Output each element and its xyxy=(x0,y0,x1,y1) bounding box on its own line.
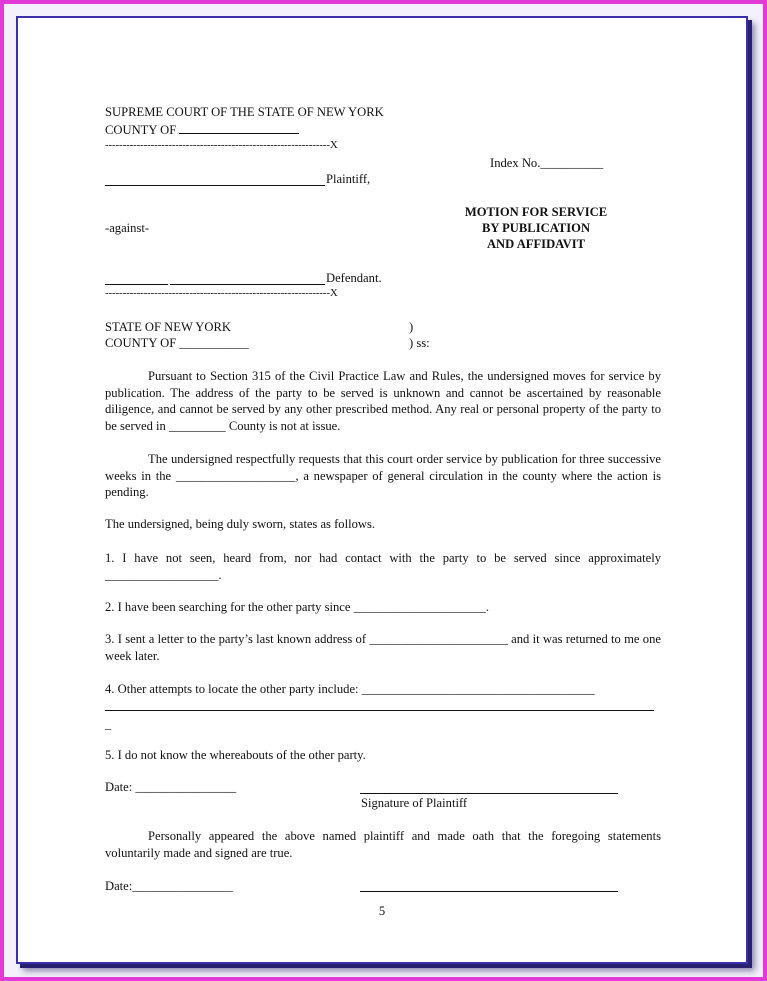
plaintiff-blank xyxy=(105,185,325,186)
statement-1: 1. I have not seen, heard from, nor had contact with the party to be served since approximately __________________. xyxy=(105,551,661,582)
statement-3: 3. I sent a letter to the party’s last known address of ______________________ and it was returned to me one week later. xyxy=(105,632,661,663)
signature-line-2 xyxy=(360,891,618,892)
plaintiff-label: Plaintiff, xyxy=(326,172,371,186)
motion-title-line3: AND AFFIDAVIT xyxy=(486,237,586,251)
against-label: -against- xyxy=(105,221,150,235)
statement-5: 5. I do not know the whereabouts of the other party. xyxy=(105,748,366,762)
court-county xyxy=(105,121,299,138)
signature-caption: Signature of Plaintiff xyxy=(361,796,468,810)
venue-county: COUNTY OF ___________ xyxy=(105,336,249,350)
statement-4-blank-line xyxy=(105,710,654,711)
signature-line-1 xyxy=(360,793,618,794)
defendant-label: Defendant. xyxy=(326,271,382,285)
index-number: Index No.__________ xyxy=(490,156,604,170)
paragraph-sworn: The undersigned, being duly sworn, states as follows. xyxy=(105,517,376,531)
caption-dash-line-top: ----------------------------------------------------------------X xyxy=(105,139,338,151)
court-name: SUPREME COURT OF THE STATE OF NEW YORK xyxy=(105,105,384,119)
statement-4: 4. Other attempts to locate the other party include: _____________________________________ xyxy=(105,682,595,696)
statement-2: 2. I have been searching for the other party since _____________________. xyxy=(105,600,490,614)
paragraph-request: The undersigned respectfully requests that this court order service by publication for three successive weeks in the ___________________, a newspaper of general circulation in the county where the action is pending. xyxy=(105,452,661,499)
date-field-2: Date:________________ xyxy=(105,879,234,893)
date-field-1: Date: ________________ xyxy=(105,780,237,794)
venue-state: STATE OF NEW YORK xyxy=(105,320,231,334)
paragraph-motion: Pursuant to Section 315 of the Civil Practice Law and Rules, the undersigned moves for service by publication. The address of the party to be served is unknown and cannot be ascertained by reasonable diligence, and cannot be served by any other prescribed method. Any real or personal property of the party to be served in _________ County is not at issue. xyxy=(105,369,661,433)
paragraph-oath: Personally appeared the above named plaintiff and made oath that the foregoing statements voluntarily made and signed are true. xyxy=(105,829,661,860)
page-number: 5 xyxy=(378,904,386,918)
motion-title-line2: BY PUBLICATION xyxy=(481,221,591,235)
venue-paren-ss: ) ss: xyxy=(409,336,430,350)
statement-4-continuation: _ xyxy=(105,717,112,731)
county-blank xyxy=(179,121,299,134)
venue-paren-1: ) xyxy=(409,320,414,334)
motion-title-line1: MOTION FOR SERVICE xyxy=(464,205,608,219)
court-county-label: COUNTY OF xyxy=(105,123,177,137)
caption-dash-line-bottom: ----------------------------------------------------------------X xyxy=(105,287,338,299)
